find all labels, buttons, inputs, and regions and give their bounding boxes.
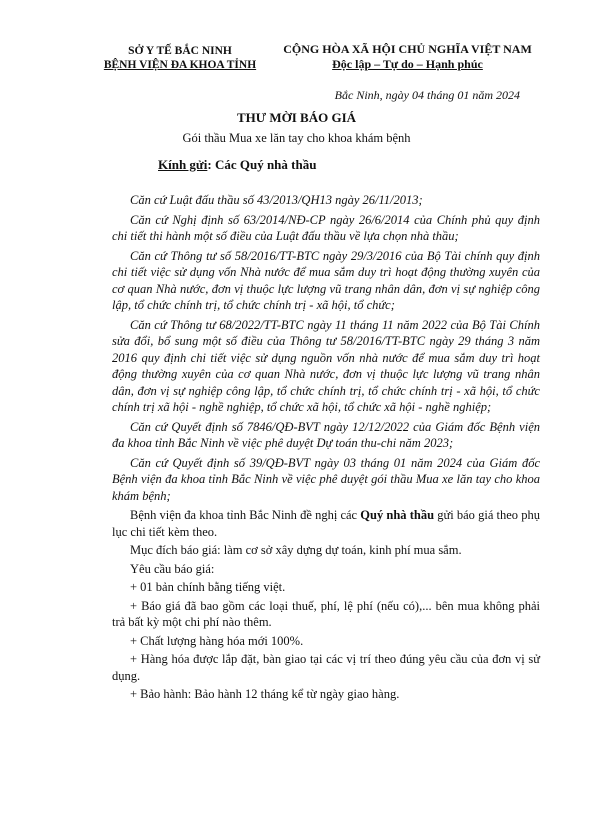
- requirement-item: + Hàng hóa được lắp đặt, bàn giao tại các vị trí theo đúng yêu cầu của đơn vị sử dụng.: [112, 652, 540, 683]
- request-bold: Quý nhà thầu: [360, 508, 435, 522]
- national-motto: [275, 42, 540, 72]
- requirement-item: + 01 bản chính bằng tiếng việt.: [130, 580, 286, 594]
- org-line-2: BỆNH VIỆN ĐA KHOA TỈNH: [103, 59, 257, 71]
- purpose-paragraph: Mục đích báo giá: làm cơ sở xây dựng dự toán, kinh phí mua sắm.: [130, 543, 462, 557]
- legal-basis: Căn cứ Quyết định số 39/QĐ-BVT ngày 03 tháng 01 năm 2024 của Giám đốc Bệnh viện đa khoa tỉnh Bắc Ninh về việc phê duyệt gói thầu Mua xe lăn tay cho khoa khám bệnh;: [112, 455, 540, 503]
- requirements-label: Yêu cầu báo giá:: [130, 561, 215, 576]
- org-line-1: SỞ Y TẾ BẮC NINH: [128, 45, 232, 57]
- legal-basis: Căn cứ Quyết định số 7846/QĐ-BVT ngày 12/12/2022 của Giám đốc Bệnh viện đa khoa tỉnh Bắc Ninh về việc phê duyệt Dự toán thu-chi năm 2023;: [112, 419, 540, 450]
- date-line: Bắc Ninh, ngày 04 tháng 01 năm 2024: [334, 88, 520, 102]
- requirement-item: + Bảo hành: Bảo hành 12 tháng kể từ ngày giao hàng.: [130, 687, 400, 701]
- issuing-organization: [95, 44, 265, 72]
- requirement-item: + Chất lượng hàng hóa mới 100%.: [130, 633, 304, 648]
- legal-basis: Căn cứ Nghị định số 63/2014/NĐ-CP ngày 26/6/2014 của Chính phủ quy định chi tiết thi hành một số điều của Luật đấu thầu về lựa chọn nhà thầu;: [112, 212, 540, 243]
- recipient-text: : Các Quý nhà thầu: [207, 157, 317, 172]
- document-title: THƯ MỜI BÁO GIÁ: [236, 110, 357, 125]
- recipient-line: [158, 157, 316, 173]
- document-body: [112, 192, 540, 705]
- request-text-after: gửi báo giá theo phụ lục chi tiết kèm theo.: [112, 508, 540, 539]
- legal-basis: Căn cứ Luật đấu thầu số 43/2013/QH13 ngày 26/11/2013;: [130, 193, 423, 207]
- legal-basis: Căn cứ Thông tư 68/2022/TT-BTC ngày 11 tháng 11 năm 2022 của Bộ Tài Chính sửa đổi, bổ sung một số điều của Thông tư 58/2016/TT-BTC ngày 29 tháng 3 năm 2016 quy định chi tiết việc sử dụng nguồn vốn nhà nước để mua sắm duy trì hoạt động thường xuyên của cơ quan Nhà nước, đơn vị thuộc lực lượng vũ trang nhân dân, đơn vị sự nghiệp công lập, tổ chức chính trị, tổ chức chính trị - xã hội, tổ chức chính trị xã hội - nghề nghiệp, tổ chức xã hội, tổ chức xã hội - nghề nghiệp;: [112, 317, 540, 414]
- nation-line-2: Độc lập – Tự do – Hạnh phúc: [332, 57, 483, 71]
- legal-basis: Căn cứ Thông tư số 58/2016/TT-BTC ngày 29/3/2016 của Bộ Tài chính quy định chi tiết việc sử dụng vốn Nhà nước để mua sắm duy trì hoạt động thường xuyên của cơ quan Nhà nước, đơn vị thuộc lực lượng vũ trang nhân dân, đơn vị sự nghiệp công lập, tổ chức chính trị, tổ chức chính trị - xã hội, tổ chức;: [112, 248, 540, 312]
- request-text-before: Bệnh viện đa khoa tỉnh Bắc Ninh đề nghị các: [130, 508, 361, 522]
- nation-line-1: CỘNG HÒA XÃ HỘI CHỦ NGHĨA VIỆT NAM: [283, 42, 532, 56]
- recipient-label: Kính gửi: [158, 157, 208, 172]
- request-paragraph: [112, 507, 540, 540]
- document-subtitle: Gói thầu Mua xe lăn tay cho khoa khám bệnh: [182, 131, 411, 145]
- requirement-item: + Báo giá đã bao gồm các loại thuế, phí, lệ phí (nếu có),... bên mua không phải trả bất kỳ một chi phí nào thêm.: [112, 598, 540, 629]
